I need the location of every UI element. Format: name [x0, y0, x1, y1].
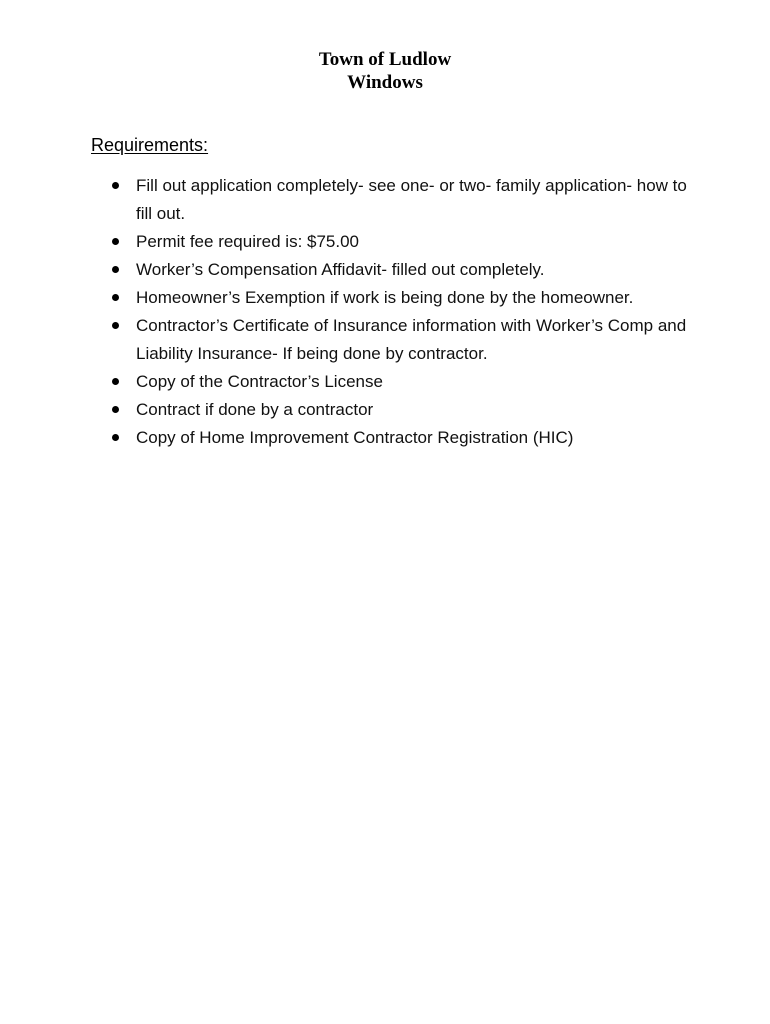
requirement-item	[0, 228, 696, 256]
requirement-item	[0, 396, 696, 424]
requirement-text: Copy of the Contractor’s License	[136, 372, 383, 391]
requirements-list	[0, 172, 770, 452]
bullet-icon	[112, 378, 119, 385]
requirement-text: Copy of Home Improvement Contractor Registration (HIC)	[136, 428, 574, 447]
requirement-text: Fill out application completely- see one- or two- family application- how to fill out.	[136, 176, 687, 223]
requirement-text: Contractor’s Certificate of Insurance information with Worker’s Comp and Liability Insurance- If being done by contractor.	[136, 316, 687, 363]
bullet-icon	[112, 406, 119, 413]
bullet-icon	[112, 434, 119, 441]
requirement-item	[0, 368, 696, 396]
bullet-icon	[112, 294, 119, 301]
requirement-text: Homeowner’s Exemption if work is being done by the homeowner.	[136, 288, 634, 307]
requirements-heading: Requirements:	[91, 135, 209, 155]
requirement-item	[0, 256, 696, 284]
requirement-item	[0, 172, 696, 228]
bullet-icon	[112, 322, 119, 329]
requirement-item	[0, 284, 696, 312]
bullet-icon	[112, 182, 119, 189]
document-header	[0, 48, 770, 94]
document-title: Town of Ludlow	[318, 49, 452, 70]
requirement-text: Worker’s Compensation Affidavit- filled out completely.	[136, 260, 545, 279]
requirement-item	[0, 424, 696, 452]
requirement-text: Permit fee required is: $75.00	[136, 232, 360, 251]
requirement-item	[0, 312, 696, 368]
document-subtitle: Windows	[347, 72, 423, 93]
bullet-icon	[112, 266, 119, 273]
bullet-icon	[112, 238, 119, 245]
requirement-text: Contract if done by a contractor	[136, 400, 374, 419]
